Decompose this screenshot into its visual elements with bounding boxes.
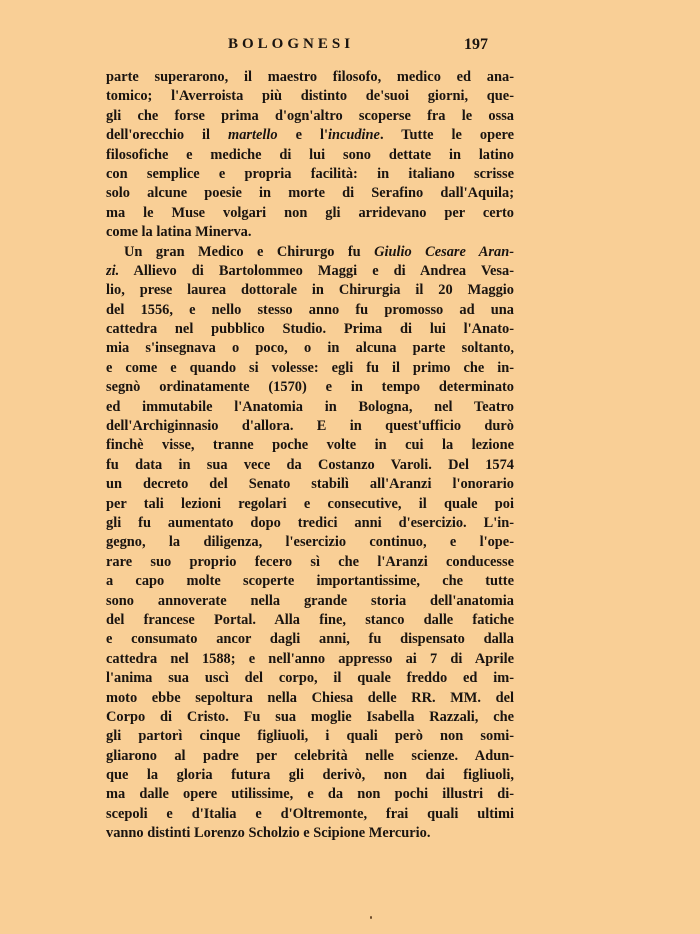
text-line: ma dalle opere utilissime, e da non pochi illustri di- — [106, 786, 514, 803]
text-line: gli che forse prima d'ogn'altro scoperse fra le ossa — [106, 107, 514, 124]
text-line: fu data in sua vece da Costanzo Varoli. Del 1574 — [106, 456, 514, 473]
italic-term: martello — [228, 127, 278, 144]
text-line: lio, prese laurea dottorale in Chirurgia il 20 Maggio — [106, 282, 514, 299]
italic-term: zi. — [106, 262, 120, 279]
text-line: sono annoverate nella grande storia dell'anatomia — [106, 592, 514, 609]
text-line: moto ebbe sepoltura nella Chiesa delle RR. MM. del — [106, 689, 514, 706]
text-line: rare suo proprio fecero sì che l'Aranzi conducesse — [106, 553, 514, 570]
text-line: que la gloria futura gli derivò, non dai figliuoli, — [106, 767, 514, 784]
text-line: Corpo di Cristo. Fu sua moglie Isabella Razzali, che — [106, 708, 514, 725]
page-header — [0, 36, 700, 58]
text-line: a capo molte scoperte importantissime, che tutte — [106, 573, 514, 590]
text-line: segnò ordinatamente (1570) e in tempo determinato — [106, 379, 514, 396]
text-line: parte superarono, il maestro filosofo, medico ed ana- — [106, 69, 514, 85]
text-line: l'anima sua uscì del corpo, il quale freddo ed im- — [106, 670, 514, 687]
running-title: BOLOGNESI — [228, 36, 355, 52]
text-line: per tali lezioni regolari e consecutive, il quale poi — [106, 495, 514, 512]
text-line: ed immutabile l'Anatomia in Bologna, nel Teatro — [106, 398, 514, 415]
body-text — [106, 68, 514, 844]
text-line: gli partorì cinque figliuoli, i quali però non somi- — [106, 728, 514, 745]
text-line: un decreto del Senato stabilì all'Aranzi l'onorario — [106, 476, 514, 493]
text-line: mia s'insegnava o poco, o in alcuna parte soltanto, — [106, 340, 514, 357]
text-line: del francese Portal. Alla fine, stanco dalle fatiche — [106, 611, 514, 628]
page-number: 197 — [464, 36, 488, 53]
text-line: con semplice e propria facilità: in italiano scrisse — [106, 165, 514, 182]
text-line: e consumato ancor dagli anni, fu dispensato dalla — [106, 631, 514, 648]
text-line: come la latina Minerva. — [106, 224, 252, 241]
text-line: dell'Archiginnasio d'allora. E in quest'ufficio durò — [106, 418, 514, 435]
text-line: tomico; l'Averroista più distinto de'suoi giorni, que- — [106, 88, 514, 105]
text-line: scepoli e d'Italia e d'Oltremonte, frai quali ultimi — [106, 805, 514, 822]
text-line: cattedra nel 1588; e nell'anno appresso ai 7 di Aprile — [106, 650, 514, 667]
text-line: zi. Allievo di Bartolommeo Maggi e di Andrea Vesa- — [106, 262, 514, 279]
text-line: filosofiche e mediche di lui sono dettate in latino — [106, 146, 514, 163]
text-line: vanno distinti Lorenzo Scholzio e Scipione Mercurio. — [106, 825, 431, 842]
text-line: gegno, la diligenza, l'esercizio continuo, e l'ope- — [106, 534, 514, 551]
text-line: gliarono al padre per celebrità nelle scienze. Adun- — [106, 747, 514, 764]
text-line: finchè visse, tranne poche volte in cui la lezione — [106, 437, 514, 454]
text-line: Un gran Medico e Chirurgo fu Giulio Cesare Aran- — [124, 243, 514, 260]
italic-term: incudine — [327, 127, 380, 144]
text-line: cattedra nel pubblico Studio. Prima di lui l'Anato- — [106, 321, 514, 338]
text-line: gli fu aumentato dopo tredici anni d'esercizio. L'in- — [106, 514, 514, 531]
text-line: solo alcune poesie in morte di Serafino dall'Aquila; — [106, 185, 514, 202]
italic-term: Giulio Cesare Aran- — [374, 243, 514, 260]
text-line: e come e quando si volesse: egli fu il primo che in- — [106, 359, 514, 376]
text-line: ma le Muse volgari non gli arridevano per certo — [106, 204, 514, 221]
text-line: dell'orecchio il martello e l'incudine. Tutte le opere — [106, 127, 514, 144]
text-line: del 1556, e nello stesso anno fu promosso ad una — [106, 301, 514, 318]
paper-speck — [370, 916, 372, 919]
